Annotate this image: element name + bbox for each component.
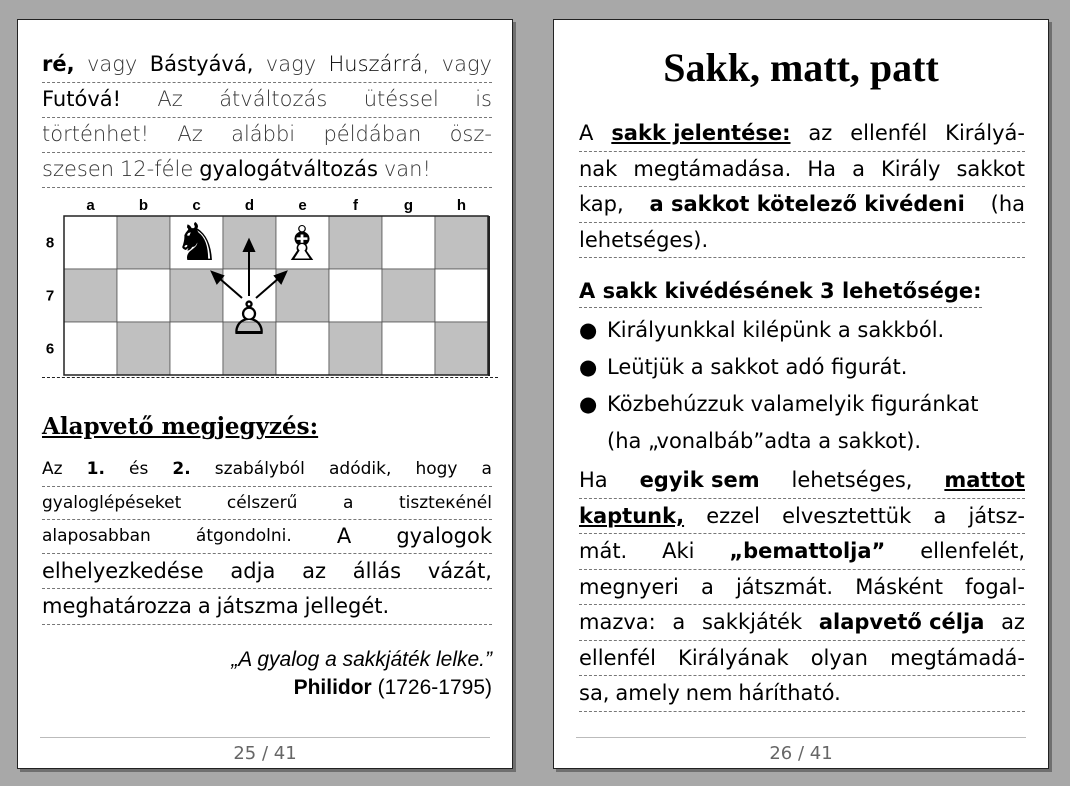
square-a7 bbox=[64, 269, 117, 322]
black-knight-icon: ♞ bbox=[173, 213, 221, 273]
chess-board-diagram bbox=[42, 196, 492, 376]
page-title: Sakk, matt, patt bbox=[663, 45, 939, 90]
text-line: történhet! Az alábbi példában ösz- bbox=[42, 118, 492, 153]
file-label-a: a bbox=[86, 197, 95, 214]
bullet-icon: ● bbox=[579, 355, 598, 379]
text-line: meghatározza a játszma jellegét. bbox=[42, 589, 492, 625]
file-label-b: b bbox=[138, 197, 149, 214]
paragraph-check bbox=[579, 116, 1025, 258]
square-h7 bbox=[435, 269, 488, 322]
text-line: sa, amely nem hárítható. bbox=[579, 676, 1025, 712]
file-label-f: f bbox=[353, 197, 358, 214]
paragraph-promotion bbox=[42, 48, 492, 188]
list-item: ● Királyunkkal kilépünk a sakkból. bbox=[579, 312, 979, 349]
square-b8 bbox=[117, 216, 170, 269]
text-line: Ha egyik sem lehetséges, mattot bbox=[579, 463, 1025, 499]
text-line: elhelyezkedése adja az állás vázát, bbox=[42, 554, 492, 590]
square-g6 bbox=[382, 322, 435, 375]
square-f8 bbox=[329, 216, 382, 269]
square-h6 bbox=[435, 322, 488, 375]
defense-options-list bbox=[579, 312, 979, 460]
text-line: megnyeri a játszmát. Másként fogal- bbox=[579, 570, 1025, 606]
text-line: Az 1. és 2. szabályból adódik, hogy a bbox=[42, 453, 492, 487]
white-pawn-icon: ♙ bbox=[228, 291, 270, 345]
board-file-labels bbox=[86, 197, 466, 214]
square-a6 bbox=[64, 322, 117, 375]
file-label-d: d bbox=[244, 197, 255, 214]
square-f7 bbox=[329, 269, 382, 322]
quote-block bbox=[231, 646, 492, 702]
board-rank-labels bbox=[46, 235, 54, 358]
text-line: Futóvá! Az átváltozás ütéssel is bbox=[42, 83, 492, 118]
quote-attribution bbox=[231, 674, 492, 702]
page-number: 26 / 41 bbox=[769, 743, 833, 764]
text-line: kaptunk, ezzel elvesztettük a játsz- bbox=[579, 499, 1025, 535]
bullet-icon: ● bbox=[579, 318, 598, 342]
list-item-continuation: (ha „vonalbáb”adta a sakkot). bbox=[607, 429, 922, 453]
text-line: ré, vagy Bástyává, vagy Huszárrá, vagy bbox=[42, 48, 492, 83]
quote-text: „A gyalog a sakkjáték lelke.” bbox=[231, 648, 492, 671]
square-h8 bbox=[435, 216, 488, 269]
section-subheading: A sakk kivédésének 3 lehetősége: bbox=[579, 275, 982, 308]
page-26 bbox=[553, 19, 1049, 769]
page-number: 25 / 41 bbox=[233, 743, 297, 764]
quote-years: (1726-1795) bbox=[377, 676, 492, 699]
rank-label-8: 8 bbox=[45, 234, 55, 252]
paragraph-mate bbox=[579, 463, 1025, 712]
text-line: A sakk jelentése: az ellenfél Királyá- bbox=[579, 116, 1025, 152]
square-b7 bbox=[117, 269, 170, 322]
square-a8 bbox=[64, 216, 117, 269]
text-line: ellenfél Királyának olyan megtámadá- bbox=[579, 641, 1025, 677]
text-line: alaposabban átgondolni. A gyalogok bbox=[42, 520, 492, 554]
quote-author: Philidor bbox=[293, 676, 372, 699]
file-label-e: e bbox=[298, 197, 307, 214]
square-b6 bbox=[117, 322, 170, 375]
text-line: gyaloglépéseket célszerű a tiszteкénél bbox=[42, 487, 492, 521]
file-label-c: c bbox=[192, 197, 201, 214]
footer-rule bbox=[40, 737, 490, 738]
dashed-separator bbox=[42, 377, 498, 378]
file-label-h: h bbox=[456, 197, 467, 214]
text-line: kap, a sakkot kötelező kivédeni (ha bbox=[579, 187, 1025, 223]
paragraph-note bbox=[42, 453, 492, 625]
rank-label-7: 7 bbox=[45, 287, 55, 305]
square-f6 bbox=[329, 322, 382, 375]
text-line: szesen 12-féle gyalogátváltozás van! bbox=[42, 153, 492, 188]
square-g7 bbox=[382, 269, 435, 322]
bullet-icon: ● bbox=[579, 392, 598, 416]
square-g8 bbox=[382, 216, 435, 269]
rank-label-6: 6 bbox=[45, 340, 55, 358]
page-25 bbox=[17, 19, 513, 769]
footer-rule bbox=[576, 737, 1026, 738]
board-squares bbox=[64, 216, 488, 375]
white-bishop-icon: ♗ bbox=[280, 216, 324, 272]
text-line: lehetséges). bbox=[579, 223, 1025, 259]
file-label-g: g bbox=[403, 197, 414, 214]
text-line: nak megtámadása. Ha a Király sakkot bbox=[579, 152, 1025, 188]
square-c6 bbox=[170, 322, 223, 375]
text-line: mát. Aki „bemattolja” ellenfelét, bbox=[579, 534, 1025, 570]
section-heading: Alapvető megjegyzés: bbox=[42, 413, 319, 440]
text-line: mazva: a sakkjáték alapvető célja az bbox=[579, 605, 1025, 641]
square-e6 bbox=[276, 322, 329, 375]
list-item: ● Leütjük a sakkot adó figurát. bbox=[579, 349, 979, 386]
list-item: ● Közbehúzzuk valamelyik figuránkat bbox=[579, 386, 979, 423]
